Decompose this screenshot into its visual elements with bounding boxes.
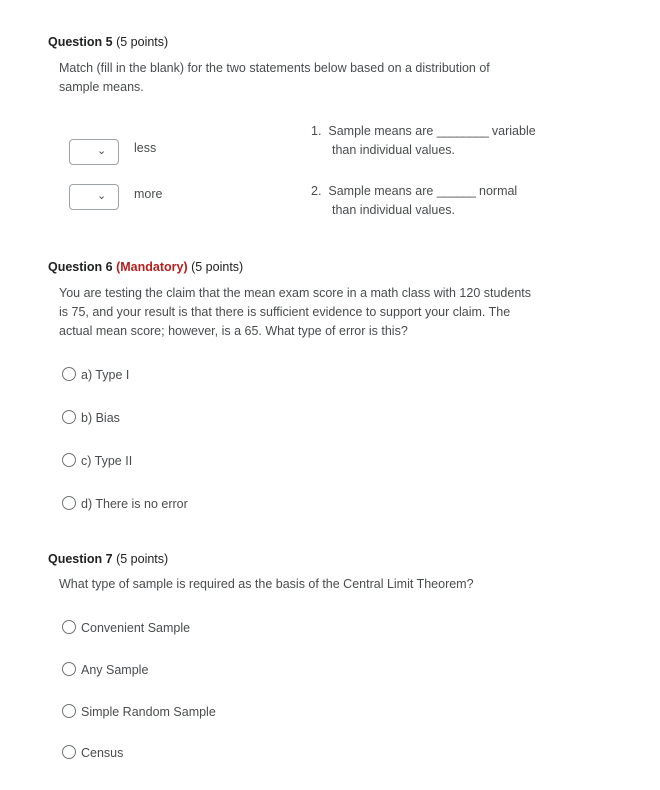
q5-prompt-line: sample means. — [59, 80, 144, 94]
q7-option-simple-random-label[interactable]: Simple Random Sample — [81, 705, 216, 719]
q6-points: (5 points) — [191, 260, 244, 274]
q5-statement-2 — [311, 182, 517, 220]
statement-text: Sample means are — [328, 184, 434, 198]
q6-radio-b[interactable] — [62, 410, 76, 424]
chevron-down-icon: ⌄ — [97, 189, 107, 202]
q7-radio-census[interactable] — [62, 745, 76, 759]
q7-title-text: Question 7 — [48, 552, 113, 566]
q5-points: (5 points) — [116, 35, 169, 49]
q6-option-c-label[interactable]: c) Type II — [81, 454, 133, 468]
statement-blank: ______ — [436, 184, 476, 198]
statement-blank: ________ — [436, 124, 489, 138]
q7-option-census-label[interactable]: Census — [81, 746, 124, 760]
q7-radio-simple-random[interactable] — [62, 704, 76, 718]
q6-radio-d[interactable] — [62, 496, 76, 510]
q5-choice-more: more — [134, 187, 163, 201]
q6-prompt-line: You are testing the claim that the mean exam score in a math class with 120 students — [59, 286, 532, 300]
statement-text-line2: than individual values. — [332, 143, 455, 157]
q6-mandatory: (Mandatory) — [116, 260, 188, 274]
q6-title — [48, 260, 243, 274]
q6-prompt-line: actual mean score; however, is a 65. What type of error is this? — [59, 324, 408, 338]
q7-title — [48, 552, 168, 566]
q7-radio-convenient[interactable] — [62, 620, 76, 634]
q5-match-dropdown-2[interactable] — [69, 184, 119, 210]
q7-radio-any[interactable] — [62, 662, 76, 676]
q6-prompt — [59, 284, 531, 341]
q5-title-text: Question 5 — [48, 35, 113, 49]
statement-answer: normal — [479, 184, 518, 198]
q7-prompt: What type of sample is required as the basis of the Central Limit Theorem? — [59, 577, 474, 591]
q5-statement-1 — [311, 122, 536, 160]
q6-title-text: Question 6 — [48, 260, 113, 274]
q5-prompt — [59, 59, 490, 97]
q5-prompt-line: Match (fill in the blank) for the two statements below based on a distribution of — [59, 61, 490, 75]
statement-text: Sample means are — [328, 124, 434, 138]
q7-option-convenient-label[interactable]: Convenient Sample — [81, 621, 191, 635]
chevron-down-icon: ⌄ — [97, 144, 107, 157]
statement-answer: variable — [491, 124, 536, 138]
q7-points: (5 points) — [116, 552, 169, 566]
q6-option-d-label[interactable]: d) There is no error — [81, 497, 188, 511]
statement-text-line2: than individual values. — [332, 203, 455, 217]
statement-number: 1. — [311, 124, 322, 138]
q5-title — [48, 35, 168, 49]
q6-option-a-label[interactable]: a) Type I — [81, 368, 130, 382]
q6-option-b-label[interactable]: b) Bias — [81, 411, 120, 425]
statement-number: 2. — [311, 184, 322, 198]
q5-choice-less: less — [134, 141, 157, 155]
q6-radio-c[interactable] — [62, 453, 76, 467]
q7-option-any-label[interactable]: Any Sample — [81, 663, 149, 677]
q5-match-dropdown-1[interactable] — [69, 139, 119, 165]
q6-radio-a[interactable] — [62, 367, 76, 381]
q6-prompt-line: is 75, and your result is that there is sufficient evidence to support your claim. The — [59, 305, 511, 319]
